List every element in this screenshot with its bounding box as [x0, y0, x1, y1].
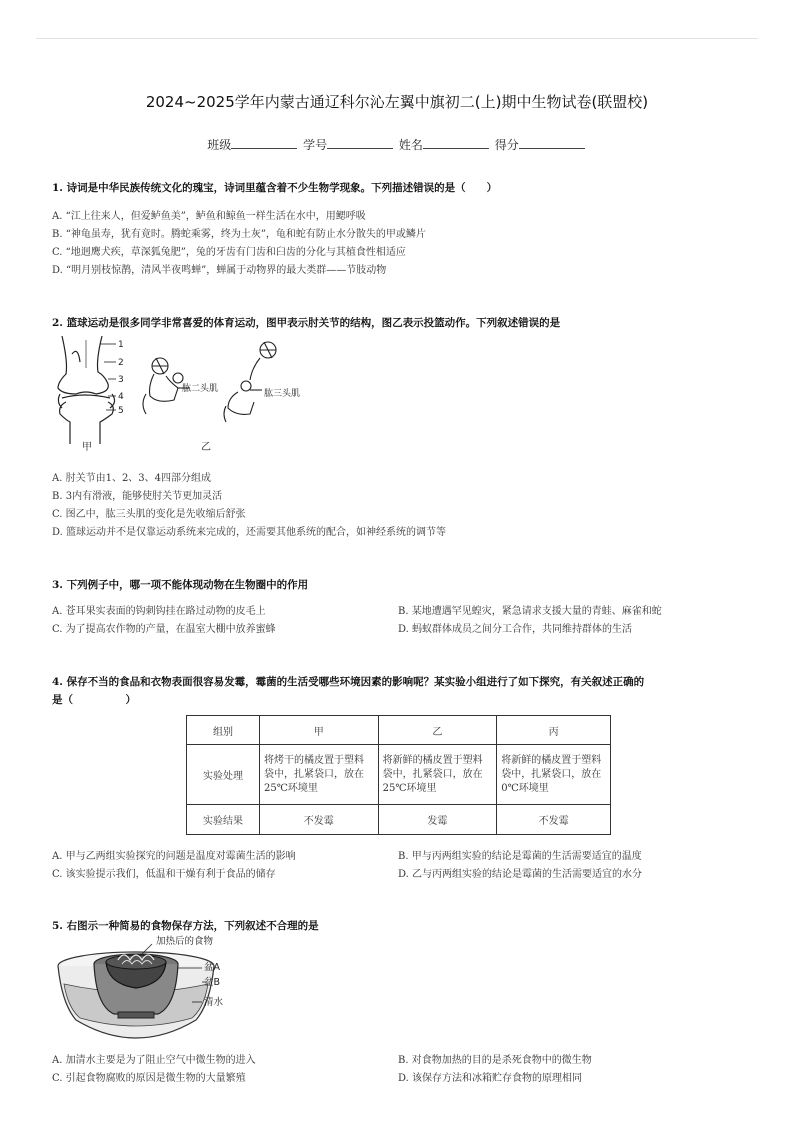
- joint-label-5: 5: [118, 406, 124, 416]
- q2-option-c: C. 图乙中，肱三头肌的变化是先收缩后舒张: [52, 509, 246, 520]
- elbow-joint-diagram: [58, 336, 115, 444]
- result-yi: 发霉: [378, 805, 497, 835]
- result-jia: 不发霉: [260, 805, 379, 835]
- q3-option-b: B. 某地遭遇罕见蝗灾，紧急请求支援大量的青蛙、麻雀和蛇: [398, 606, 662, 617]
- name-label: 姓名: [398, 138, 423, 152]
- name-blank[interactable]: [423, 137, 489, 149]
- table-row-result-label: 实验结果: [187, 805, 260, 835]
- score-label: 得分: [494, 138, 519, 152]
- biceps-label: 肱二头肌: [182, 384, 219, 394]
- question-1-stem: 1. 诗词是中华民族传统文化的瑰宝，诗词里蕴含着不少生物学现象。下列描述错误的是（ ）: [52, 182, 498, 194]
- q1-option-a: A. “江上往来人，但爱鲈鱼美”，鲈鱼和鲸鱼一样生活在水中，用鳃呼吸: [52, 211, 366, 222]
- number-label: 学号: [303, 138, 328, 152]
- treatment-yi: 将新鲜的橘皮置于塑料袋中，扎紧袋口，放在25℃环境里: [378, 745, 497, 805]
- table-header-bing: 丙: [497, 716, 611, 745]
- q1-option-c: C. “地迥鹰犬疾，草深狐兔肥”，兔的牙齿有门齿和臼齿的分化与其植食性相适应: [52, 247, 406, 258]
- q4-option-c: C. 该实验提示我们，低温和干燥有利于食品的储存: [52, 869, 276, 880]
- q5-option-c: C. 引起食物腐败的原因是微生物的大量繁殖: [52, 1073, 246, 1084]
- food-label: 加热后的食物: [156, 936, 214, 947]
- q5-option-a: A. 加清水主要是为了阻止空气中微生物的进入: [52, 1055, 256, 1066]
- header-rule: [36, 38, 758, 39]
- treatment-bing: 将新鲜的橘皮置于塑料袋中，扎紧袋口，放在0℃环境里: [497, 745, 611, 805]
- q5-option-b: B. 对食物加热的目的是杀死食物中的微生物: [398, 1055, 592, 1066]
- table-header-jia: 甲: [260, 716, 379, 745]
- experiment-table: [186, 715, 611, 835]
- figure-yi-caption: 乙: [201, 442, 211, 453]
- question-4-stem-line1: 4. 保存不当的食品和衣物表面很容易发霉，霉菌的生活受哪些环境因素的影响呢？某实验小组进行了如下探究，有关叙述正确的: [52, 676, 645, 688]
- question-5-stem: 5. 右图示一种简易的食物保存方法，下列叙述不合理的是: [52, 920, 319, 932]
- class-label: 班级: [207, 138, 232, 152]
- basin-b-label: 盆B: [204, 977, 221, 988]
- q3-option-a: A. 苍耳果实表面的钩刺钩挂在路过动物的皮毛上: [52, 606, 266, 617]
- joint-leader-lines: [100, 344, 116, 410]
- page-title: 2024~2025学年内蒙古通辽科尔沁左翼中旗初二(上)期中生物试卷(联盟校): [145, 93, 649, 111]
- q1-option-b: B. “神龟虽寿，犹有竟时。腾蛇乘雾，终为土灰”，龟和蛇有防止水分散失的甲或鳞片: [52, 229, 426, 240]
- number-blank[interactable]: [327, 137, 393, 149]
- student-info-fields: [0, 136, 794, 153]
- q5-option-d: D. 该保存方法和冰箱贮存食物的原理相同: [398, 1073, 583, 1084]
- q4-option-a: A. 甲与乙两组实验探究的问题是温度对霉菌生活的影响: [52, 851, 296, 862]
- joint-label-1: 1: [118, 340, 124, 350]
- food-storage-figure: [56, 934, 256, 1044]
- q3-option-c: C. 为了提高农作物的产量，在温室大棚中放养蜜蜂: [52, 624, 276, 635]
- q4-option-b: B. 甲与丙两组实验的结论是霉菌的生活需要适宜的温度: [398, 851, 642, 862]
- q2-option-a: A. 肘关节由1、2、3、4四部分组成: [52, 473, 212, 484]
- joint-label-2: 2: [118, 358, 124, 368]
- basin-a-label: 盆A: [204, 962, 220, 973]
- q4-option-d: D. 乙与丙两组实验的结论是霉菌的生活需要适宜的水分: [398, 869, 643, 880]
- q2-option-d: D. 篮球运动并不是仅靠运动系统来完成的，还需要其他系统的配合，如神经系统的调节等: [52, 527, 447, 538]
- elbow-joint-figure: [50, 332, 320, 457]
- score-blank[interactable]: [519, 137, 585, 149]
- water-label: 清水: [204, 997, 224, 1008]
- q3-option-d: D. 蚂蚁群体成员之间分工合作，共同维持群体的生活: [398, 624, 633, 635]
- table-row-treatment-label: 实验处理: [187, 745, 260, 805]
- result-bing: 不发霉: [497, 805, 611, 835]
- shooting-action-diagram: [143, 342, 276, 422]
- q1-option-d: D. “明月别枝惊鹊，清风半夜鸣蝉”，蝉属于动物界的最大类群——节肢动物: [52, 265, 387, 276]
- treatment-jia: 将烤干的橘皮置于塑料袋中，扎紧袋口，放在25℃环境里: [260, 745, 379, 805]
- question-3-stem: 3. 下列例子中，哪一项不能体现动物在生物圈中的作用: [52, 579, 309, 591]
- question-2-stem: 2. 篮球运动是很多同学非常喜爱的体育运动，图甲表示肘关节的结构，图乙表示投篮动作。下列叙述错误的是: [52, 317, 561, 329]
- triceps-label: 肱三头肌: [264, 389, 301, 399]
- class-blank[interactable]: [231, 137, 297, 149]
- question-4-stem-line2: 是（ ）: [52, 694, 136, 706]
- q2-option-b: B. 3内有滑液，能够使肘关节更加灵活: [52, 491, 223, 502]
- joint-label-4: 4: [118, 392, 124, 402]
- joint-label-3: 3: [118, 375, 124, 385]
- table-header-group: 组别: [187, 716, 260, 745]
- figure-jia-caption: 甲: [82, 442, 92, 453]
- table-header-yi: 乙: [378, 716, 497, 745]
